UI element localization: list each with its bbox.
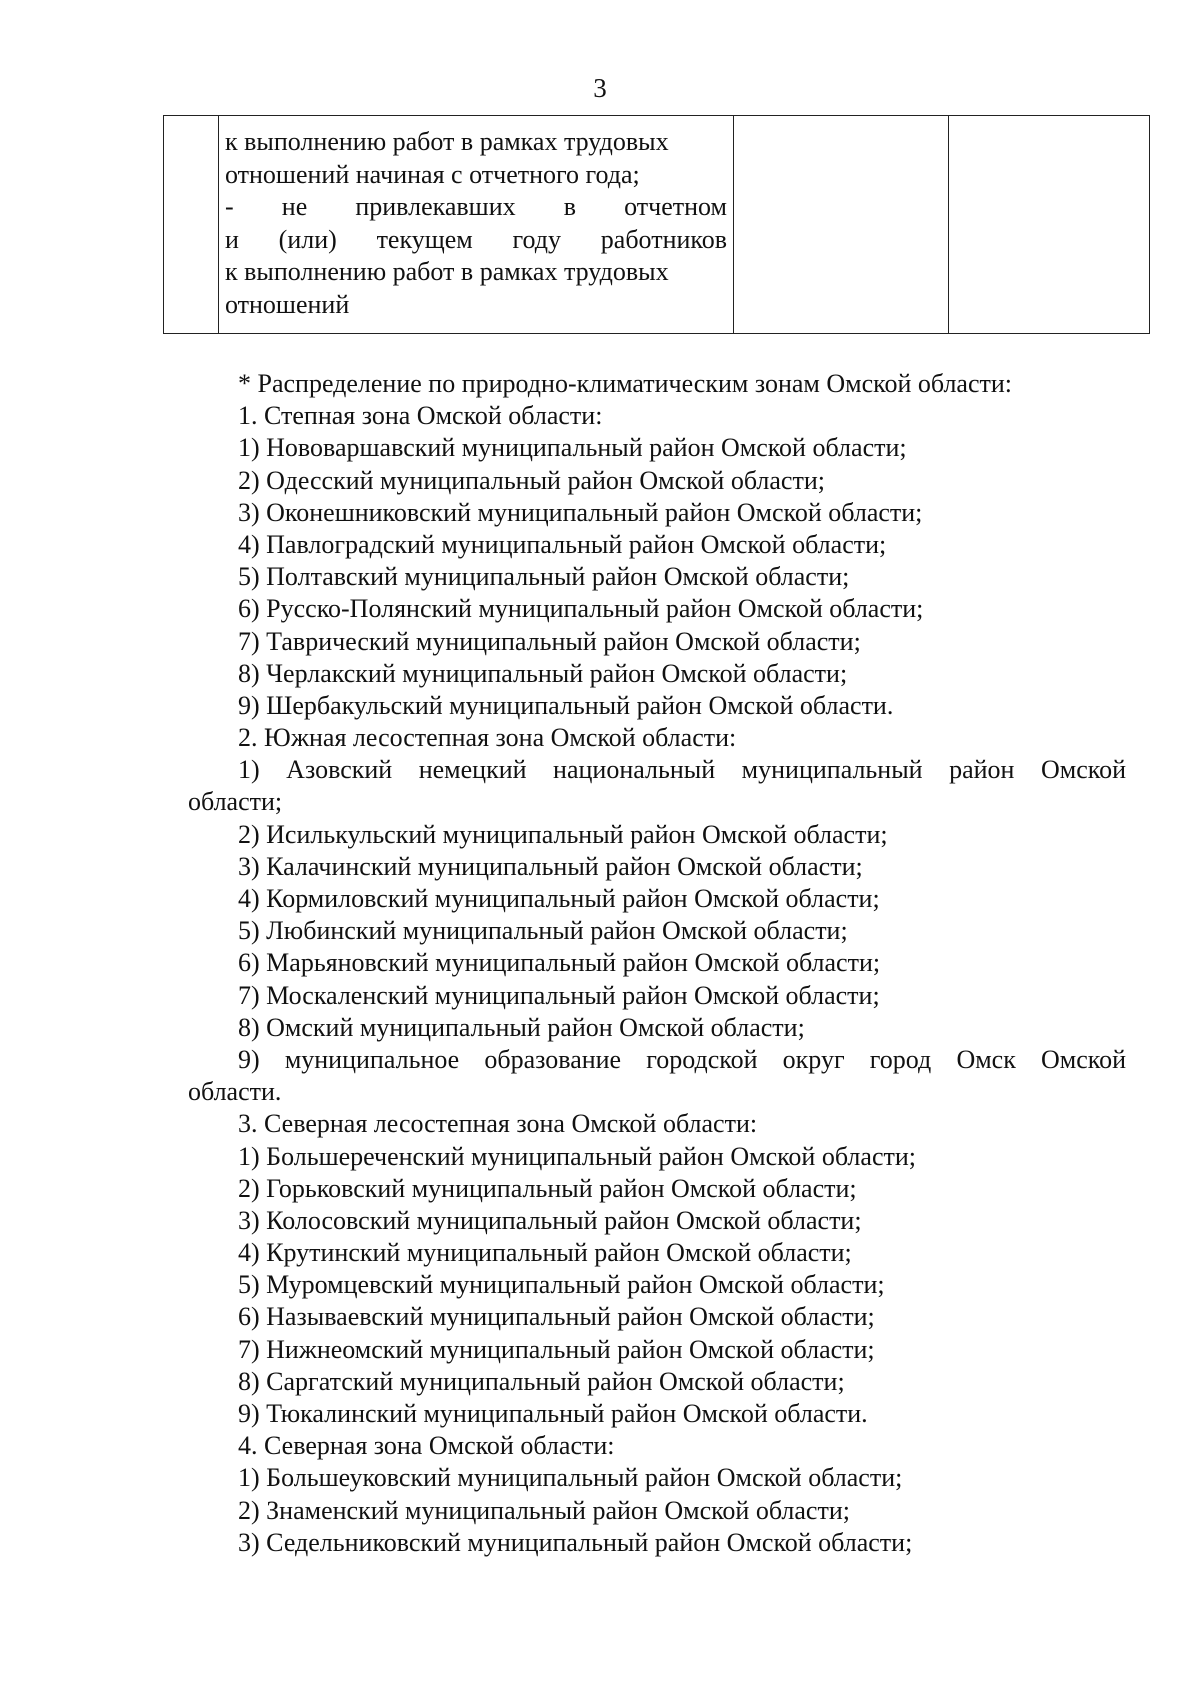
list-item: 5) Любинский муниципальный район Омской области; xyxy=(238,916,848,946)
zone-heading: 1. Степная зона Омской области: xyxy=(238,401,603,431)
cell-text-line: отношений xyxy=(225,289,350,319)
list-item: 2) Исилькульский муниципальный район Омской области; xyxy=(238,819,888,849)
list-item: 9) Тюкалинский муниципальный район Омской области. xyxy=(238,1399,868,1428)
list-item: 1) Большереченский муниципальный район Омской области; xyxy=(238,1141,916,1171)
list-item: 5) Полтавский муниципальный район Омской области; xyxy=(238,562,850,592)
footnote-heading: * Распределение по природно-климатическим зонам Омской области: xyxy=(238,369,1012,398)
list-item: 1) Азовский немецкий национальный муниципальный район Омской xyxy=(238,755,1126,785)
table-cell-empty xyxy=(949,116,1150,334)
cell-text-line: отношений начиная с отчетного года; xyxy=(225,159,640,189)
table-cell-empty xyxy=(734,116,949,334)
table-cell-text xyxy=(219,116,734,334)
list-item: 9) Шербакульский муниципальный район Омской области. xyxy=(238,690,894,720)
list-item: 7) Нижнеомский муниципальный район Омской области; xyxy=(238,1334,875,1364)
list-item: 6) Русско-Полянский муниципальный район Омской области; xyxy=(238,594,924,624)
table-cell-number xyxy=(164,116,219,334)
cell-text-line: и (или) текущем году работников xyxy=(225,224,727,254)
zone-distribution-list xyxy=(188,368,1126,1559)
list-item: 2) Одесский муниципальный район Омской области; xyxy=(238,465,825,495)
list-item-continuation: области. xyxy=(188,1077,282,1107)
list-item-continuation: области; xyxy=(188,787,283,817)
list-item: 4) Крутинский муниципальный район Омской области; xyxy=(238,1238,852,1268)
list-item: 3) Седельниковский муниципальный район Омской области; xyxy=(238,1527,913,1557)
zone-heading: 4. Северная зона Омской области: xyxy=(238,1431,615,1461)
list-item: 3) Оконешниковский муниципальный район Омской области; xyxy=(238,497,923,527)
list-item: 6) Называевский муниципальный район Омской области; xyxy=(238,1302,875,1332)
cell-text-line: к выполнению работ в рамках трудовых xyxy=(225,127,669,156)
list-item: 2) Знаменский муниципальный район Омской области; xyxy=(238,1495,850,1525)
list-item: 7) Таврический муниципальный район Омской области; xyxy=(238,626,861,656)
list-item: 4) Павлоградский муниципальный район Омской области; xyxy=(238,529,887,559)
list-item: 1) Большеуковский муниципальный район Омской области; xyxy=(238,1463,903,1493)
list-item: 6) Марьяновский муниципальный район Омской области; xyxy=(238,948,881,978)
list-item: 3) Колосовский муниципальный район Омской области; xyxy=(238,1205,862,1235)
cell-text-line: - не привлекавших в отчетном xyxy=(225,192,727,221)
list-item: 4) Кормиловский муниципальный район Омской области; xyxy=(238,884,880,913)
zone-heading: 2. Южная лесостепная зона Омской области: xyxy=(238,723,737,753)
list-item: 1) Нововаршавский муниципальный район Омской области; xyxy=(238,433,907,463)
table-row xyxy=(164,116,1150,334)
list-item: 5) Муромцевский муниципальный район Омской области; xyxy=(238,1270,885,1300)
list-item: 9) муниципальное образование городской округ город Омск Омской xyxy=(238,1044,1126,1074)
cell-text-line: к выполнению работ в рамках трудовых xyxy=(225,257,669,286)
page-number: 3 xyxy=(593,73,607,103)
list-item: 2) Горьковский муниципальный район Омской области; xyxy=(238,1173,857,1203)
continued-table xyxy=(163,115,1150,334)
list-item: 3) Калачинский муниципальный район Омской области; xyxy=(238,851,863,881)
list-item: 8) Омский муниципальный район Омской области; xyxy=(238,1012,805,1042)
zone-heading: 3. Северная лесостепная зона Омской области: xyxy=(238,1109,758,1139)
list-item: 8) Саргатский муниципальный район Омской области; xyxy=(238,1366,845,1396)
list-item: 8) Черлакский муниципальный район Омской области; xyxy=(238,658,848,688)
list-item: 7) Москаленский муниципальный район Омской области; xyxy=(238,980,880,1010)
